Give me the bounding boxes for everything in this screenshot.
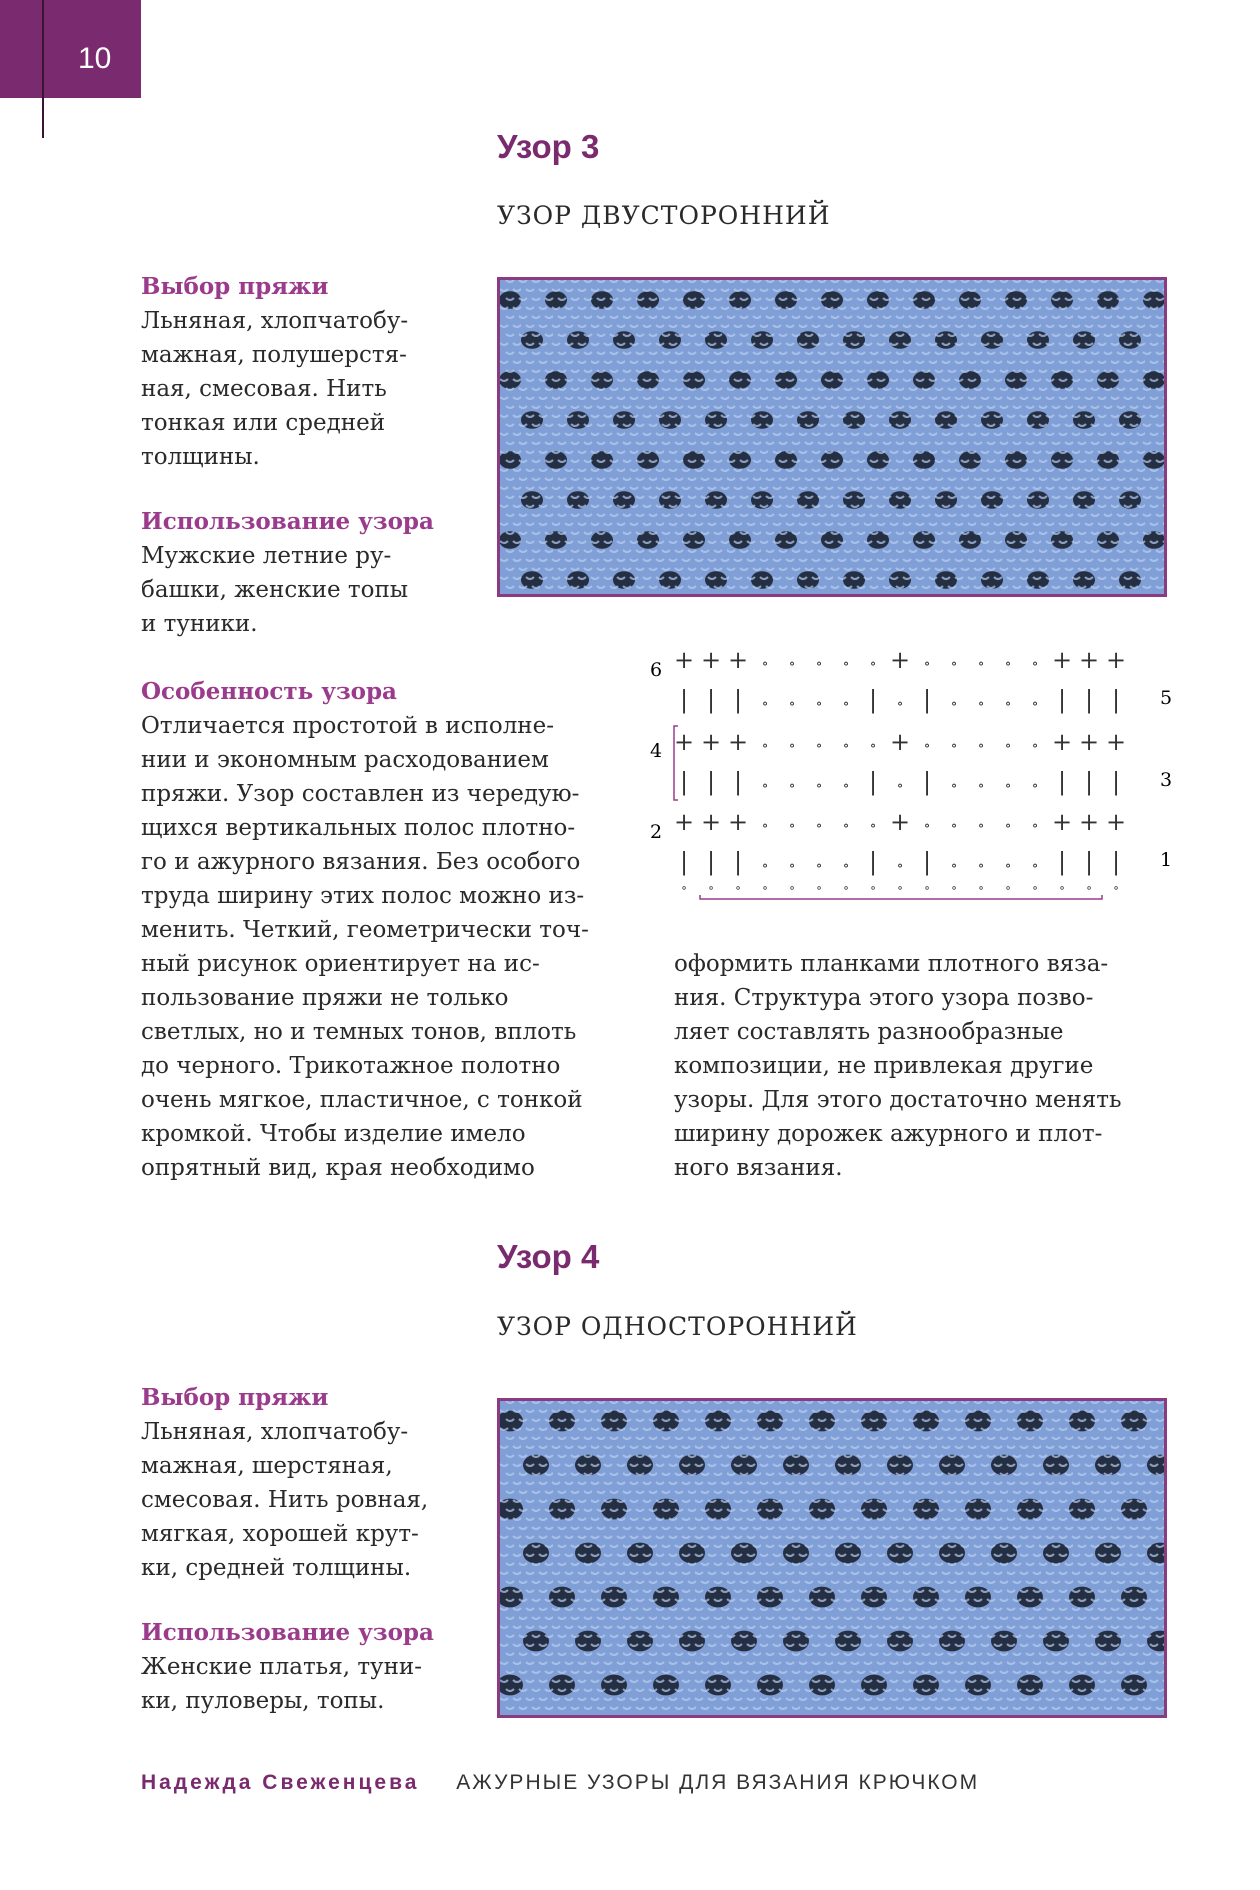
svg-text:∘: ∘ <box>788 696 796 712</box>
pattern3-feature-section <box>141 675 641 1185</box>
svg-text:∘: ∘ <box>1031 738 1039 754</box>
svg-text:∘: ∘ <box>815 738 823 754</box>
svg-text:+: + <box>673 646 695 674</box>
svg-text:∘: ∘ <box>761 778 769 794</box>
svg-text:∘: ∘ <box>1031 696 1039 712</box>
svg-text:+: + <box>1078 728 1100 756</box>
svg-text:∘: ∘ <box>1085 881 1093 896</box>
svg-text:∘: ∘ <box>815 858 823 874</box>
svg-text:∘: ∘ <box>1031 818 1039 834</box>
svg-text:∘: ∘ <box>734 881 742 896</box>
pattern3-feature-continued: оформить планками плотного вяза- ния. Структура этого узора позво- ляет составлять разнообразные композиции, не привлекая другие узоры. Для этого достаточно менять ширину дорожек ажурного и плот- ного вязания. <box>674 951 1122 1181</box>
pattern4-yarn-text: Льняная, хлопчатобу- мажная, шерстяная, смесовая. Нить ровная, мягкая, хорошей крут- ки, средней толщины. <box>141 1419 429 1581</box>
svg-text:+: + <box>889 808 911 836</box>
svg-text:∘: ∘ <box>896 881 904 896</box>
svg-text:|: | <box>733 768 743 796</box>
svg-text:∘: ∘ <box>842 858 850 874</box>
svg-text:∘: ∘ <box>869 656 877 672</box>
pattern3-use-section <box>141 505 501 641</box>
row-label-2: 2 <box>650 821 663 843</box>
svg-text:∘: ∘ <box>788 858 796 874</box>
svg-text:∘: ∘ <box>842 818 850 834</box>
svg-text:|: | <box>1057 848 1067 876</box>
svg-text:∘: ∘ <box>842 778 850 794</box>
svg-text:∘: ∘ <box>950 738 958 754</box>
row-label-4: 4 <box>650 740 663 762</box>
svg-text:∘: ∘ <box>815 696 823 712</box>
pattern3-use-text: Мужские летние ру- башки, женские топы и туники. <box>141 543 409 637</box>
pattern4-use-heading: Использование узора <box>141 1619 434 1646</box>
svg-text:∘: ∘ <box>761 881 769 896</box>
svg-text:|: | <box>1084 848 1094 876</box>
pattern3-photo <box>497 277 1167 597</box>
svg-text:∘: ∘ <box>788 778 796 794</box>
svg-text:+: + <box>673 728 695 756</box>
footer-book-title: АЖУРНЫЕ УЗОРЫ ДЛЯ ВЯЗАНИЯ КРЮЧКОМ <box>456 1771 980 1794</box>
svg-text:∘: ∘ <box>1031 881 1039 896</box>
svg-text:+: + <box>1051 646 1073 674</box>
pattern4-yarn-heading: Выбор пряжи <box>141 1384 329 1411</box>
svg-text:+: + <box>1051 808 1073 836</box>
page-number-tab <box>0 0 141 98</box>
svg-text:|: | <box>922 768 932 796</box>
chart-symbols <box>674 646 1126 896</box>
svg-text:|: | <box>733 848 743 876</box>
svg-text:∘: ∘ <box>1004 858 1012 874</box>
pattern3-feature-heading: Особенность узора <box>141 678 397 705</box>
svg-text:∘: ∘ <box>761 738 769 754</box>
pattern3-use-heading: Использование узора <box>141 508 434 535</box>
svg-text:∘: ∘ <box>950 778 958 794</box>
pattern3-yarn-text: Льняная, хлопчатобу- мажная, полушерстя- ная, смесовая. Нить тонкая или средней толщины. <box>141 308 409 470</box>
svg-text:∘: ∘ <box>788 818 796 834</box>
svg-text:|: | <box>679 848 689 876</box>
svg-text:∘: ∘ <box>950 818 958 834</box>
svg-text:∘: ∘ <box>1031 778 1039 794</box>
svg-text:|: | <box>868 686 878 714</box>
pattern4-use-text: Женские платья, туни- ки, пуловеры, топы. <box>141 1654 423 1714</box>
pattern4-photo <box>497 1398 1167 1718</box>
svg-text:∘: ∘ <box>977 696 985 712</box>
svg-text:|: | <box>706 768 716 796</box>
svg-text:+: + <box>727 728 749 756</box>
svg-text:∘: ∘ <box>815 778 823 794</box>
svg-text:∘: ∘ <box>761 656 769 672</box>
svg-text:∘: ∘ <box>815 656 823 672</box>
svg-text:+: + <box>889 646 911 674</box>
svg-text:+: + <box>1051 728 1073 756</box>
pattern3-subtitle: УЗОР ДВУСТОРОННИЙ <box>497 201 831 230</box>
svg-text:|: | <box>1084 768 1094 796</box>
svg-text:+: + <box>1105 646 1127 674</box>
svg-text:∘: ∘ <box>950 656 958 672</box>
svg-text:∘: ∘ <box>923 656 931 672</box>
svg-text:∘: ∘ <box>761 818 769 834</box>
svg-text:|: | <box>679 686 689 714</box>
svg-text:∘: ∘ <box>761 696 769 712</box>
svg-text:∘: ∘ <box>869 818 877 834</box>
svg-text:∘: ∘ <box>761 858 769 874</box>
svg-text:∘: ∘ <box>1031 656 1039 672</box>
svg-text:|: | <box>1057 686 1067 714</box>
svg-text:+: + <box>673 808 695 836</box>
svg-text:∘: ∘ <box>950 696 958 712</box>
pattern4-subtitle: УЗОР ОДНОСТОРОННИЙ <box>497 1312 858 1341</box>
svg-text:|: | <box>1111 686 1121 714</box>
svg-text:+: + <box>1105 808 1127 836</box>
svg-text:∘: ∘ <box>923 881 931 896</box>
svg-text:∘: ∘ <box>815 881 823 896</box>
svg-text:+: + <box>727 646 749 674</box>
svg-text:∘: ∘ <box>869 881 877 896</box>
svg-text:∘: ∘ <box>923 818 931 834</box>
pattern3-yarn-heading: Выбор пряжи <box>141 273 329 300</box>
svg-text:∘: ∘ <box>707 881 715 896</box>
svg-text:∘: ∘ <box>896 858 904 874</box>
page-number: 10 <box>78 42 112 75</box>
pattern4-title: Узор 4 <box>497 1238 600 1275</box>
knit-sample-image <box>500 1401 1164 1715</box>
svg-text:|: | <box>679 768 689 796</box>
svg-text:∘: ∘ <box>1004 656 1012 672</box>
page-footer <box>141 1771 979 1795</box>
pattern4-use-section <box>141 1616 501 1718</box>
svg-text:∘: ∘ <box>977 858 985 874</box>
svg-text:∘: ∘ <box>1004 818 1012 834</box>
svg-text:|: | <box>1057 768 1067 796</box>
svg-text:|: | <box>868 768 878 796</box>
svg-text:∘: ∘ <box>923 738 931 754</box>
svg-text:∘: ∘ <box>977 778 985 794</box>
pattern4-yarn-section <box>141 1381 501 1585</box>
svg-text:+: + <box>727 808 749 836</box>
svg-text:∘: ∘ <box>1004 881 1012 896</box>
svg-text:∘: ∘ <box>842 881 850 896</box>
row-label-3: 3 <box>1160 769 1173 791</box>
svg-text:|: | <box>922 686 932 714</box>
svg-text:+: + <box>700 808 722 836</box>
svg-text:∘: ∘ <box>896 696 904 712</box>
svg-text:∘: ∘ <box>977 738 985 754</box>
pattern3-yarn-section <box>141 270 501 474</box>
row-label-1: 1 <box>1160 849 1173 871</box>
svg-text:∘: ∘ <box>842 656 850 672</box>
svg-text:|: | <box>1111 768 1121 796</box>
svg-text:+: + <box>700 728 722 756</box>
pattern3-title: Узор 3 <box>497 128 600 165</box>
svg-text:|: | <box>706 686 716 714</box>
pattern3-stitch-chart <box>640 640 1200 910</box>
svg-text:∘: ∘ <box>842 696 850 712</box>
svg-text:∘: ∘ <box>815 818 823 834</box>
svg-text:∘: ∘ <box>680 881 688 896</box>
svg-text:+: + <box>700 646 722 674</box>
svg-text:∘: ∘ <box>788 656 796 672</box>
svg-text:∘: ∘ <box>842 738 850 754</box>
svg-text:∘: ∘ <box>1058 881 1066 896</box>
svg-text:∘: ∘ <box>977 656 985 672</box>
row-label-5: 5 <box>1160 687 1173 709</box>
footer-author: Надежда Свеженцева <box>141 1771 420 1794</box>
knit-sample-image <box>500 280 1164 594</box>
svg-text:+: + <box>1078 808 1100 836</box>
svg-text:∘: ∘ <box>1004 738 1012 754</box>
svg-text:|: | <box>868 848 878 876</box>
row-label-6: 6 <box>650 659 663 681</box>
svg-text:∘: ∘ <box>1004 696 1012 712</box>
svg-text:∘: ∘ <box>950 858 958 874</box>
page-tab-rule <box>42 0 44 138</box>
svg-text:∘: ∘ <box>1004 778 1012 794</box>
svg-text:+: + <box>889 728 911 756</box>
svg-text:|: | <box>1111 848 1121 876</box>
svg-text:∘: ∘ <box>977 818 985 834</box>
svg-text:|: | <box>1084 686 1094 714</box>
svg-text:∘: ∘ <box>869 738 877 754</box>
pattern3-feature-text: Отличается простотой в исполне- нии и экономным расходованием пряжи. Узор составлен из чередую- щихся вертикальных полос плотно- го и ажурного вязания. Без особого труда ширину этих полос можно из- менить. Четкий, геометрически точ- ный рисунок ориентирует на ис- пользование пряжи не только светлых, но и темных тонов, вплоть до черного. Трикотажное полотно очень мягкое, пластичное, с тонкой кромкой. Чтобы изделие имело опрятный вид, края необходимо <box>141 713 589 1181</box>
svg-text:+: + <box>1078 646 1100 674</box>
svg-text:∘: ∘ <box>1112 881 1120 896</box>
svg-text:∘: ∘ <box>788 738 796 754</box>
svg-text:+: + <box>1105 728 1127 756</box>
svg-text:|: | <box>706 848 716 876</box>
svg-text:|: | <box>922 848 932 876</box>
svg-text:∘: ∘ <box>1031 858 1039 874</box>
svg-text:∘: ∘ <box>950 881 958 896</box>
svg-text:∘: ∘ <box>977 881 985 896</box>
svg-text:∘: ∘ <box>788 881 796 896</box>
svg-text:|: | <box>733 686 743 714</box>
svg-text:∘: ∘ <box>896 778 904 794</box>
